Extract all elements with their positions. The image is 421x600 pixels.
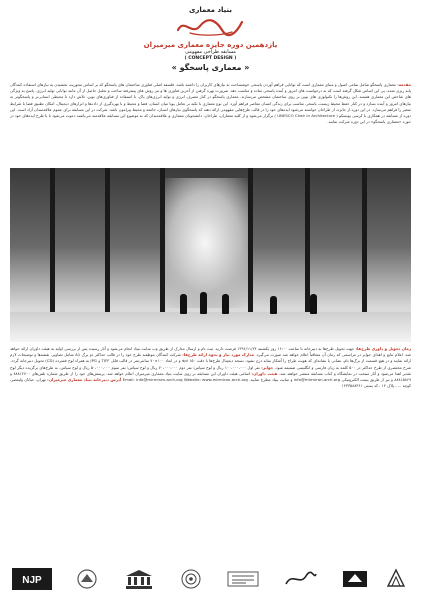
address-text: تهران، خیابان ولیعصر، کوچه ... ، پلاک ۱۴ ، کد پستی ۱۴۳۳۵۸۸۳۶۱ (10, 377, 411, 389)
person-silhouette (222, 294, 229, 314)
sponsor-logo (176, 568, 206, 590)
floor-reflection (10, 312, 411, 342)
intro-lead: مقدمه: (397, 82, 411, 87)
intro-text: معماری پاسخگو شامل تمامی اصول و مبنای معماری است که توانایی فراهم آوردن پاسخی خوشساخت به نیازهای کاربران را داشته باشد، فلسفه اصلی فناوری ساختمان های پاسخگو که بر اساس محوریت بخشیدن به نیازهای استفاده کنندگان پایه ریزی شده، پی این اساس شکل گرفته است که به درخواست های امروز و آینده پاسخی ساده و مناسب دهد. ضرورت بهره گرفتن از آخرین فناوری ها و نیز روش های پیشرفته ساخت و تحلیل حاصل از آن مانند توانایی تولید انرژی، پاسخ به ویژگی های شاخص این معماری هستند. این روش‌ها را تکنولوژی های نوین بر روی ساختمان مشخص می‌سازند. معماری پاسخگو در کنار مصرف انرژی و تولید انرژی‌های پاک، با استفاده از فناوری‌های نوین، تلاش دارد تا محیطی انسانی‌تر و پاسخگوتر به نیازهای امروز و آینده بسازد و در کنار حفظ محیط زیست، پاسخی مناسب برای زندگی انسان معاصر فراهم آورد. این نوع معماری با تکیه بر تعامل پویا میان انسان، فضا و محیط و با بهره‌گیری از داده‌ها و ابزارهای دیجیتال، امکان تطبیق فضا با شرایط متغیر را فراهم می‌سازد. در این دوره از جایزه، از طراحان خواسته می‌شود ایده‌های خود را در قالب طرح‌هایی مفهومی ارائه دهند که پاسخگوی نیازهای انسان، جامعه و محیط پیرامون باشد. شرکت در این مسابقه برای عموم علاقه‌مندان آزاد است. این دوره از مسابقه در همکاری با کرسی یونسکو ( UNESCO Chair in Architecture ) برگزار می‌شود و از کلیه معماران، طراحان، دانشجویان معماری و علاقه‌مندان که به موضوع این مسابقه علاقه‌مند می‌باشند دعوت می‌شود تا با طرح ایده‌های خود در حوزه «معماری پاسخگو» در این دوره شرکت نمایند. (10, 82, 411, 125)
unesco-logo (122, 568, 156, 590)
intro-paragraph (10, 82, 411, 164)
sponsor-logo (280, 568, 320, 590)
person-silhouette (200, 292, 207, 314)
timing-lead: زمان تحویل و داوری طرح‌ها: (355, 346, 411, 351)
person-silhouette (310, 294, 317, 314)
jury-text: اسامی هیئت داوران این مسابقه بر روی سایت بنیاد معماری میرمیران اعلام خواهد شد. (106, 370, 250, 376)
competition-subtitle: مسابقه طراحی مفهومی (185, 49, 236, 55)
competition-topic: « معماری پاسخگو » (171, 63, 250, 72)
person-silhouette (270, 296, 277, 314)
sponsor-logos (10, 568, 411, 592)
prize-lead: جوایز: (261, 364, 274, 370)
sponsor-logo (12, 568, 52, 590)
sponsor-logo (384, 568, 408, 590)
hero-photo (10, 168, 411, 342)
person-silhouette (180, 294, 187, 314)
window-mullion (160, 168, 165, 318)
window-mullion (50, 168, 55, 318)
window-mullion (105, 168, 110, 318)
award-title: یازدهمین دوره جایزه معماری میرمیران (143, 41, 278, 49)
light-glow (160, 178, 250, 308)
foundation-logo (170, 14, 250, 40)
contact-text: پرسش‌های خود را از طریق شماره تلفن‌های ۸۸۸۱۲۷۰۰ و ۸۸۸۱۵۸۶۹ و نیز از طریق پست الکترونیکی info@mirmiran-arch.org و سایت بنیاد مطرح نمایید. Email: info@mirmiran-arch.org Website: www.mirmiran-arch.org (10, 370, 411, 383)
logo-text: NJP (22, 575, 42, 586)
docs-text: شرکت کنندگان موظفند طرح خود را در قالب حداکثر دو برگ A1 شامل تصاویر، نقشه‌ها و توضیحات لازم ارائه نمایند و در هیچ قسمت از برگ‌ها نام، نشانی یا نشانه‌ای که هویت طراح را آشکار نماید درج نشود. نسخه دیجیتال طرح‌ها با دقت ۱۵۰ dpi و در ابعاد ۱۰۰×۷۰ سانتی‌متر در قالب فایل TIFF و JPG به همراه لوح فشرده (CD) تحویل دبیرخانه گردد. شرح مختصری از طرح حداکثر در ۵۰۰ کلمه به زبان فارسی و انگلیسی ضمیمه شود. (10, 352, 411, 370)
timing-text: جهت تحویل طرح‌ها به دبیرخانه تا ساعت ۱۶:۰۰ روز یکشنبه ۱۳۹۶/۱۱/۲۴ فرصت دارید. ثبت نام و ارسال مدارک از طریق وب سایت بنیاد انجام می‌شود و آثار رسیده پس از بررسی اولیه به هیئت داوران ارائه خواهد شد. اعلام نتایج و اهدای جوایز در مراسمی که زمان آن متعاقباً اعلام خواهد شد صورت می‌گیرد. (10, 346, 411, 358)
details-section (10, 346, 411, 564)
sponsor-logo (72, 568, 102, 590)
jury-lead: هیئت داوران: (251, 370, 278, 376)
prize-text: نفر اول ۱۰۰،۰۰۰،۰۰۰ ریال و لوح سپاس؛ نفر دوم ۷۰،۰۰۰،۰۰۰ ریال و لوح سپاس؛ نفر سوم ۵۰،۰۰۰،۰۰۰ ریال و لوح سپاس. به طرح‌های برگزیده دیگر لوح تقدیر اهدا می‌شود و آثار منتخب در نمایشگاه و کتاب مسابقه منتشر خواهند شد. (10, 364, 411, 376)
docs-lead: مدارک مورد نیاز و نحوه ارائه طرح‌ها: (182, 352, 255, 358)
address-lead: آدرس دبیرخانه بنیاد معماری میرمیران: (47, 377, 122, 383)
organization-name: بنیاد معماری (188, 6, 233, 14)
window-mullion (248, 168, 253, 318)
sponsor-logo (340, 568, 370, 590)
concept-design-label: ( CONCEPT DESIGN ) (184, 56, 237, 61)
sponsor-logo (226, 568, 260, 590)
window-mullion (362, 168, 367, 318)
